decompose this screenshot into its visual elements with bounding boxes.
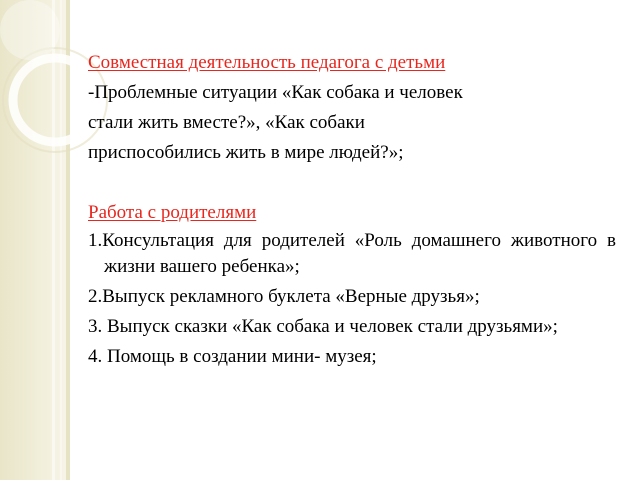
slide-content xyxy=(88,48,616,374)
list-item: 1.Консультация для родителей «Роль домашнего животного в жизни вашего ребенка»; xyxy=(88,230,616,277)
section-heading-joint-activity: Совместная деятельность педагога с детьми xyxy=(88,52,446,73)
text-line: приспособились жить в мире людей?»; xyxy=(88,142,404,163)
parents-work-list xyxy=(88,228,616,370)
section-heading-parents: Работа с родителями xyxy=(88,202,257,223)
list-item: 2.Выпуск рекламного буклета «Верные друзья»; xyxy=(88,286,480,307)
list-item: 3. Выпуск сказки «Как собака и человек стали друзьями»; xyxy=(88,316,558,337)
list-item: 4. Помощь в создании мини- музея; xyxy=(88,346,377,367)
spacer xyxy=(88,168,616,198)
decorative-ring xyxy=(13,58,97,142)
text-line: стали жить вместе?», «Как собаки xyxy=(88,112,365,133)
text-line: -Проблемные ситуации «Как собака и человек xyxy=(88,82,463,103)
decorative-circle xyxy=(0,0,60,60)
